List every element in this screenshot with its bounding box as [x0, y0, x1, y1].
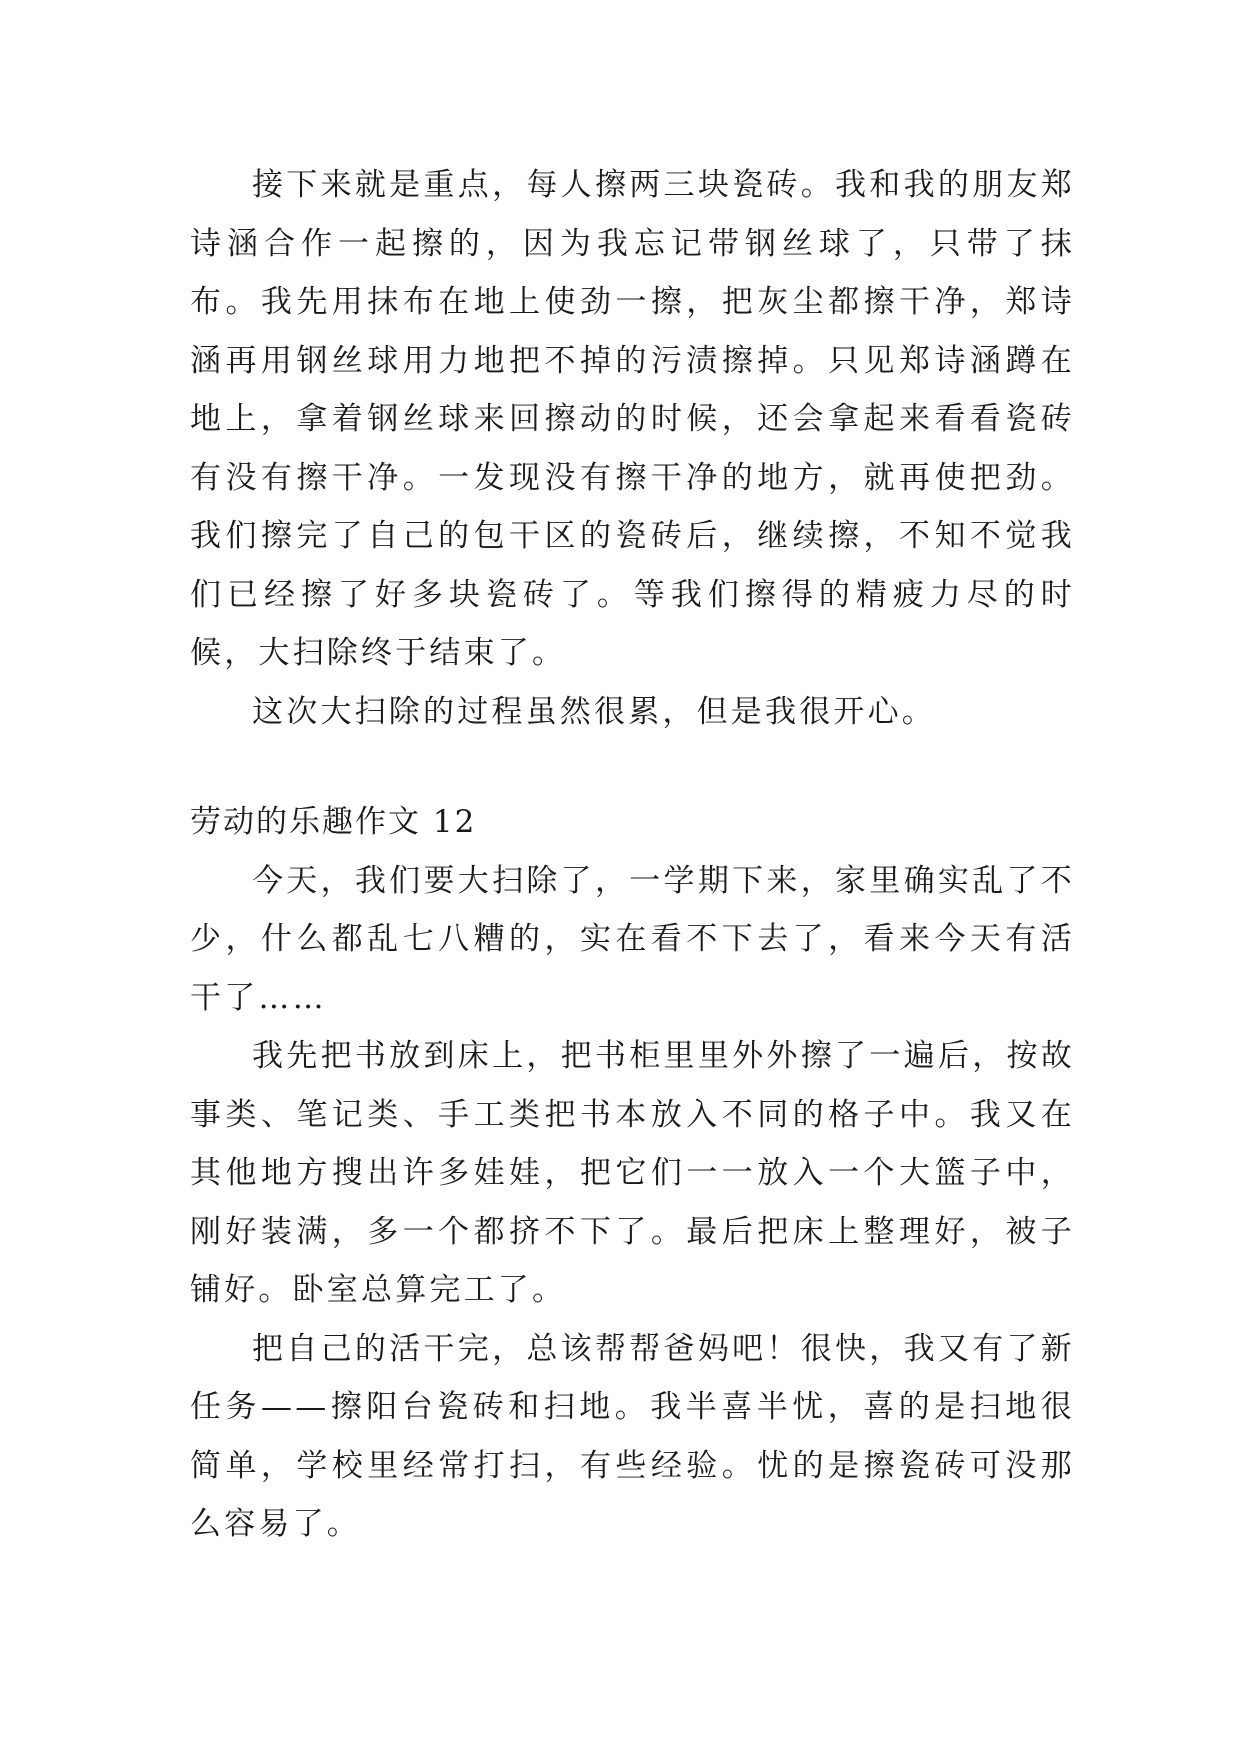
paragraph-intro: 今天，我们要大扫除了，一学期下来，家里确实乱了不少，什么都乱七八糟的，实在看不下去了，看来今天有活干了…… [190, 862, 1075, 1016]
paragraph-conclusion: 这次大扫除的过程虽然很累，但是我很开心。 [252, 693, 936, 730]
paragraph-cleaning-tiles: 接下来就是重点，每人擦两三块瓷砖。我和我的朋友郑诗涵合作一起擦的，因为我忘记带钢丝球了，只带了抹布。我先用抹布在地上使劲一擦，把灰尘都擦干净，郑诗涵再用钢丝球用力地把不掉的污渍擦掉。只见郑诗涵蹲在地上，拿着钢丝球来回擦动的时候，还会拿起来看看瓷砖有没有擦干净。一发现没有擦干净的地方，就再使把劲。我们擦完了自己的包干区的瓷砖后，继续擦，不知不觉我们已经擦了好多块瓷砖了。等我们擦得的精疲力尽的时候，大扫除终于结束了。 [190, 167, 1075, 671]
paragraph-new-task: 把自己的活干完，总该帮帮爸妈吧！很快，我又有了新任务——擦阳台瓷砖和扫地。我半喜半忧，喜的是扫地很简单，学校里经常打扫，有些经验。忧的是擦瓷砖可没那么容易了。 [190, 1330, 1075, 1542]
section-title: 劳动的乐趣作文 12 [190, 804, 477, 840]
paragraph-bedroom: 我先把书放到床上，把书柜里里外外擦了一遍后，按故事类、笔记类、手工类把书本放入不同的格子中。我又在其他地方搜出许多娃娃，把它们一一放入一个大篮子中，刚好装满，多一个都挤不下了。最后把床上整理好，被子铺好。卧室总算完工了。 [190, 1038, 1075, 1308]
document-body [190, 156, 1075, 1554]
